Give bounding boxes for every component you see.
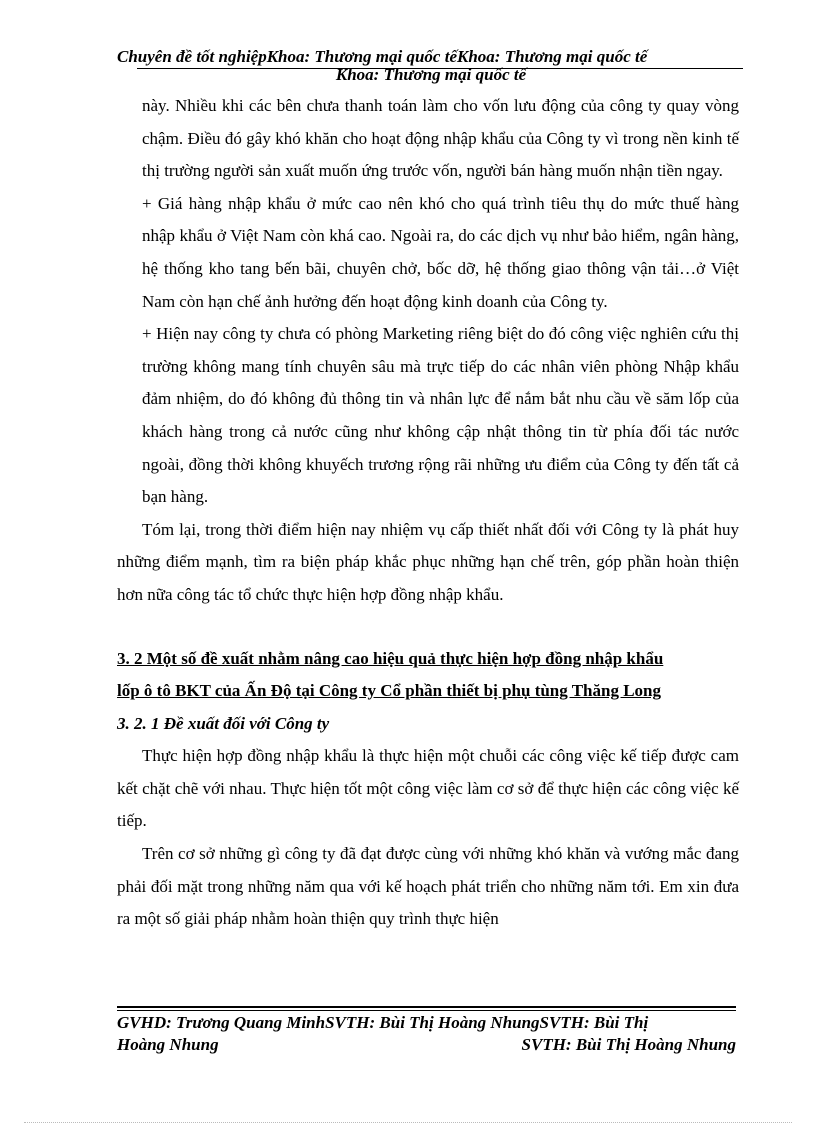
spacer — [117, 612, 739, 643]
footer-rule-thin — [117, 1010, 736, 1011]
footer-line-1: GVHD: Trương Quang MinhSVTH: Bùi Thị Hoàng NhungSVTH: Bùi Thị — [117, 1013, 649, 1032]
footer-line-2-right: SVTH: Bùi Thị Hoàng Nhung — [521, 1035, 736, 1054]
paragraph-marketing-issue: + Hiện nay công ty chưa có phòng Marketing riêng biệt do đó công việc nghiên cứu thị trường không mang tính chuyên sâu mà trực tiếp do các nhân viên phòng Nhập khẩu đảm nhiệm, do đó không đủ thông tin và nhân lực để nắm bắt nhu cầu về săm lốp của khách hàng trong cả nước cũng như không cập nhật thông tin từ phía đối tác nước ngoài, đồng thời không khuyếch trương rộng rãi những ưu điểm của Công ty đến tất cả bạn hàng. — [142, 324, 739, 507]
header-line-2: Khoa: Thương mại quốc tế — [335, 65, 527, 84]
section-title-line-2: lốp ô tô BKT của Ấn Độ tại Công ty Cổ phần thiết bị phụ tùng Thăng Long — [117, 681, 661, 701]
footer-line-2 — [117, 1034, 736, 1056]
paragraph-price-issue: + Giá hàng nhập khẩu ở mức cao nên khó cho quá trình tiêu thụ do mức thuế hàng nhập khẩu ở Việt Nam còn khá cao. Ngoài ra, do các dịch vụ như bảo hiểm, ngân hàng, hệ thống kho tang bến bãi, chuyên chở, bốc dỡ, hệ thống giao thông vận tải…ở Việt Nam còn hạn chế ảnh hưởng đến hoạt động kinh doanh của Công ty. — [142, 193, 739, 311]
subsection-title: 3. 2. 1 Đề xuất đối với Công ty — [117, 713, 330, 733]
header-rule — [137, 68, 743, 69]
footer-line-2-left: Hoàng Nhung — [117, 1035, 219, 1054]
paragraph-proposals: Trên cơ sở những gì công ty đã đạt được cùng với những khó khăn và vướng mắc đang phải đối mặt trong những năm qua với kế hoạch phát triển cho những năm tới. Em xin đưa ra một số giải pháp nhằm hoàn thiện quy trình thực hiện — [117, 844, 739, 929]
section-title-line-1: 3. 2 Một số đề xuất nhằm nâng cao hiệu quả thực hiện hợp đồng nhập khẩu — [117, 648, 664, 668]
page-header — [117, 46, 745, 86]
page-footer — [117, 1012, 736, 1056]
footer-rule-thick — [117, 1006, 736, 1008]
paragraph-contract-execution: Thực hiện hợp đồng nhập khẩu là thực hiện một chuỗi các công việc kế tiếp được cam kết chặt chẽ với nhau. Thực hiện tốt một công việc làm cơ sở để thực hiện các công việc kế tiếp. — [117, 746, 739, 831]
document-body — [117, 90, 739, 936]
header-line-1: Chuyên đề tốt nghiệpKhoa: Thương mại quốc tếKhoa: Thương mại quốc tế — [117, 47, 648, 66]
paragraph-summary: Tóm lại, trong thời điểm hiện nay nhiệm vụ cấp thiết nhất đối với Công ty là phát huy những điểm mạnh, tìm ra biện pháp khắc phục những hạn chế trên, góp phần hoàn thiện hơn nữa công tác tổ chức thực hiện hợp đồng nhập khẩu. — [117, 519, 739, 604]
paragraph-continuation: này. Nhiều khi các bên chưa thanh toán làm cho vốn lưu động của công ty quay vòng chậm. Điều đó gây khó khăn cho hoạt động nhập khẩu của Công ty vì trong nền kinh tế thị trường người sản xuất muốn ứng trước vốn, người bán hàng muốn nhận tiền ngay. — [142, 96, 739, 181]
